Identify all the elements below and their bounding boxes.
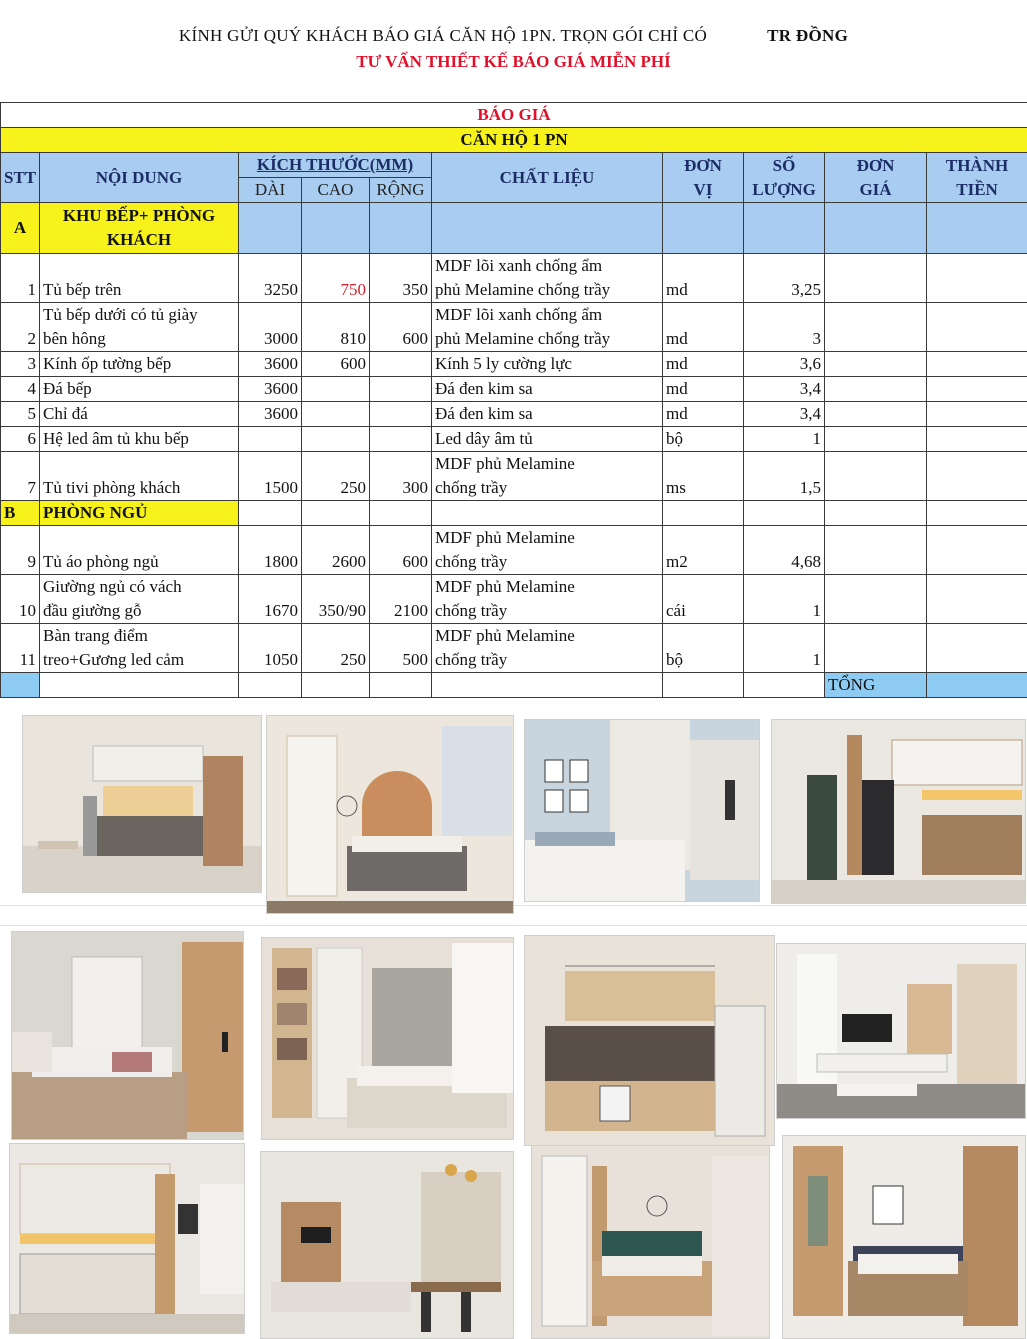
cell-don-vi: md [663,377,744,402]
cell-noi-dung: Tủ tivi phòng khách [40,452,239,501]
cell-so-luong: 3,4 [744,402,825,427]
cell-noi-dung: Kính ốp tường bếp [40,352,239,377]
cell-dai: 1500 [239,452,302,501]
cell-dai: 3000 [239,303,302,352]
cell-chat-lieu: MDF phủ Melamine chống trầy [432,452,663,501]
header-chat-lieu: CHẤT LIỆU [432,153,663,203]
cell-don-gia [825,452,927,501]
table-row [1,624,1027,673]
cell-so-luong: 3 [744,303,825,352]
cell-rong: 300 [370,452,432,501]
photo-bedroom-blue-wall [524,719,760,902]
photo-bedroom-round-headboard [266,715,514,914]
cell-thanh-tien [927,352,1027,377]
cell-cao: 350/90 [302,575,370,624]
cell-dai: 3600 [239,377,302,402]
cell-don-gia [825,352,927,377]
cell-cao [302,377,370,402]
header-so-luong: SỐ LƯỢNG [744,153,825,203]
cell-stt: 3 [1,352,40,377]
cell-noi-dung: Bàn trang điểm treo+Gương led cảm [40,624,239,673]
cell-noi-dung: Hệ led âm tủ khu bếp [40,427,239,452]
table-row [1,526,1027,575]
cell-dai: 1800 [239,526,302,575]
cell-chat-lieu: MDF phủ Melamine chống trầy [432,526,663,575]
cell-rong [370,377,432,402]
photo-kitchen-living-2 [9,1143,245,1334]
cell-thanh-tien [927,526,1027,575]
cell-chat-lieu: MDF lõi xanh chống ẩm phủ Melamine chống trầy [432,303,663,352]
cell-so-luong: 3,25 [744,254,825,303]
cell-so-luong: 4,68 [744,526,825,575]
table-row [1,377,1027,402]
cell-stt: 9 [1,526,40,575]
cell-stt: 10 [1,575,40,624]
cell-rong [370,402,432,427]
cell-noi-dung: Tủ áo phòng ngủ [40,526,239,575]
cell-so-luong: 3,6 [744,352,825,377]
cell-don-vi: md [663,303,744,352]
header-noi-dung: NỘI DUNG [40,153,239,203]
cell-don-vi: bộ [663,427,744,452]
cell-so-luong: 1 [744,624,825,673]
cell-don-gia [825,526,927,575]
cell-so-luong: 3,4 [744,377,825,402]
cell-noi-dung: Tủ bếp dưới có tủ giày bên hông [40,303,239,352]
cell-don-vi: md [663,402,744,427]
cell-cao: 2600 [302,526,370,575]
table-row [1,575,1027,624]
table-row [1,254,1027,303]
table-row [1,427,1027,452]
section-b-code: B [1,501,40,526]
cell-stt: 7 [1,452,40,501]
cell-don-gia [825,402,927,427]
table-row [1,303,1027,352]
header-stt: STT [1,153,40,203]
cell-chat-lieu: Đá đen kim sa [432,402,663,427]
cell-stt: 4 [1,377,40,402]
cell-don-gia [825,427,927,452]
cell-dai: 3600 [239,402,302,427]
photo-living-dining [260,1151,514,1339]
cell-noi-dung: Chỉ đá [40,402,239,427]
table-title: BÁO GIÁ [1,103,1027,128]
header-kich-thuoc: KÍCH THƯỚC(MM) [239,153,432,178]
cell-don-vi: ms [663,452,744,501]
section-a-row [1,203,1027,254]
cell-don-gia [825,575,927,624]
photo-kitchen-living [22,715,262,893]
cell-thanh-tien [927,452,1027,501]
header-dai: DÀI [239,178,302,203]
cell-thanh-tien [927,575,1027,624]
total-row [1,673,1027,698]
cell-noi-dung: Giường ngủ có vách đầu giường gỗ [40,575,239,624]
cell-thanh-tien [927,303,1027,352]
cell-noi-dung: Đá bếp [40,377,239,402]
cell-rong [370,352,432,377]
cell-rong: 600 [370,526,432,575]
cell-stt: 2 [1,303,40,352]
cell-don-vi: bộ [663,624,744,673]
header-cao: CAO [302,178,370,203]
cell-cao: 810 [302,303,370,352]
photo-bedroom-green-headboard [531,1145,770,1339]
cell-cao: 250 [302,452,370,501]
cell-don-vi: m2 [663,526,744,575]
cell-thanh-tien [927,624,1027,673]
cell-don-gia [825,377,927,402]
section-a-label: KHU BẾP+ PHÒNG KHÁCH [40,203,239,254]
header-thanh-tien: THÀNH TIỀN [927,153,1027,203]
table-row [1,402,1027,427]
section-b-label: PHÒNG NGỦ [40,501,239,526]
cell-chat-lieu: Kính 5 ly cường lực [432,352,663,377]
cell-chat-lieu: Led dây âm tủ [432,427,663,452]
cell-don-vi: md [663,352,744,377]
cell-stt: 11 [1,624,40,673]
cell-cao [302,427,370,452]
cell-don-vi: cái [663,575,744,624]
cell-cao [302,402,370,427]
cell-rong: 600 [370,303,432,352]
quote-heading [0,26,1027,46]
photo-kitchen-black-fridge [771,719,1026,904]
cell-thanh-tien [927,254,1027,303]
cell-don-gia [825,624,927,673]
cell-stt: 5 [1,402,40,427]
cell-dai: 1670 [239,575,302,624]
cell-dai [239,427,302,452]
cell-thanh-tien [927,402,1027,427]
quote-table [0,102,1027,698]
header-rong: RỘNG [370,178,432,203]
photo-living-tv-wall [776,943,1026,1119]
cell-stt: 6 [1,427,40,452]
section-a-code: A [1,203,40,254]
cell-so-luong: 1,5 [744,452,825,501]
cell-noi-dung: Tủ bếp trên [40,254,239,303]
cell-cao: 750 [302,254,370,303]
table-row [1,452,1027,501]
header-don-vi: ĐƠN VỊ [663,153,744,203]
quote-subheading: TƯ VẤN THIẾT KẾ BÁO GIÁ MIỄN PHÍ [0,52,1027,72]
cell-cao: 600 [302,352,370,377]
section-b-row [1,501,1027,526]
cell-dai: 3600 [239,352,302,377]
cell-don-gia [825,254,927,303]
header-don-gia: ĐƠN GIÁ [825,153,927,203]
cell-rong [370,427,432,452]
cell-stt: 1 [1,254,40,303]
cell-so-luong: 1 [744,427,825,452]
cell-dai: 1050 [239,624,302,673]
photo-bedroom-bookshelf [261,937,514,1140]
cell-rong: 500 [370,624,432,673]
cell-chat-lieu: MDF lõi xanh chống ẩm phủ Melamine chống trầy [432,254,663,303]
photo-gallery [0,715,1027,1337]
photo-kitchen-marble [524,935,775,1146]
table-subtitle: CĂN HỘ 1 PN [1,128,1027,153]
cell-dai: 3250 [239,254,302,303]
total-label: TỔNG [825,673,927,698]
cell-so-luong: 1 [744,575,825,624]
cell-thanh-tien [927,427,1027,452]
cell-don-vi: md [663,254,744,303]
cell-rong: 350 [370,254,432,303]
table-row [1,352,1027,377]
cell-rong: 2100 [370,575,432,624]
photo-bedroom-wood-panel [782,1135,1026,1339]
quote-heading-price: TR ĐỒNG [767,26,848,45]
cell-chat-lieu: MDF phủ Melamine chống trầy [432,575,663,624]
quote-heading-left: KÍNH GỬI QUÝ KHÁCH BÁO GIÁ CĂN HỘ 1PN. TRỌN GÓI CHỈ CÓ [179,26,707,45]
cell-chat-lieu: Đá đen kim sa [432,377,663,402]
cell-thanh-tien [927,377,1027,402]
photo-bedroom-platform [11,931,244,1140]
cell-chat-lieu: MDF phủ Melamine chống trầy [432,624,663,673]
cell-don-gia [825,303,927,352]
cell-cao: 250 [302,624,370,673]
